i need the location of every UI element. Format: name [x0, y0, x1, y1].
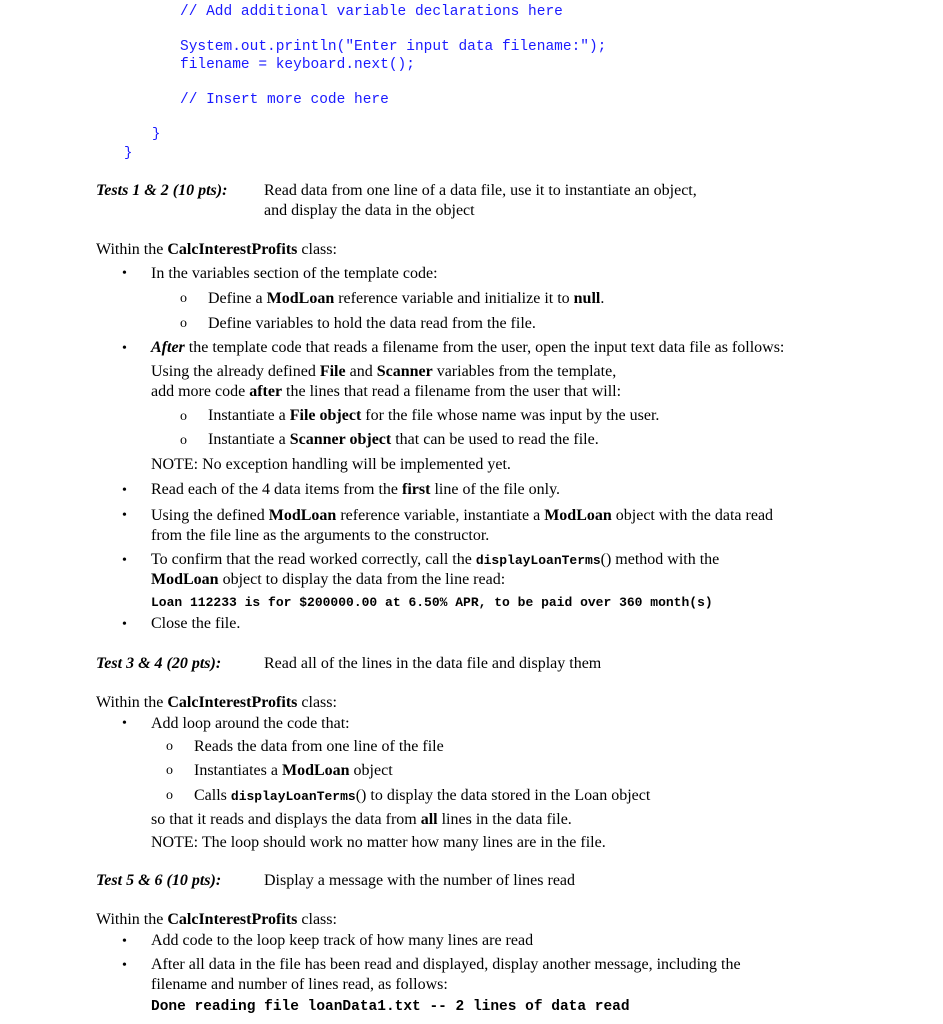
test34-desc: Read all of the lines in the data file and display them	[264, 655, 602, 672]
test34-s2: Instantiates a ModLoan object	[194, 762, 393, 779]
test12-b6: Close the file.	[151, 615, 241, 632]
test34-within: Within the CalcInterestProfits class:	[96, 694, 337, 711]
test56-label: Test 5 & 6 (10 pts):	[96, 872, 222, 889]
bullet-icon: •	[122, 341, 127, 356]
test56-desc: Display a message with the number of lines read	[264, 872, 576, 889]
circle-bullet-icon: o	[166, 739, 173, 754]
bullet-icon: •	[122, 483, 127, 498]
test34-b1: Add loop around the code that:	[151, 715, 350, 732]
test12-b4: Using the defined ModLoan reference variable, instantiate a ModLoan object with the data read	[151, 507, 774, 524]
test12-sample-output: Loan 112233 is for $200000.00 at 6.50% APR, to be paid over 360 month(s)	[151, 595, 713, 610]
code-brace-outer: }	[124, 145, 133, 161]
test12-b1-s1: Define a ModLoan reference variable and initialize it to null.	[208, 290, 605, 307]
test56-b1: Add code to the loop keep track of how many lines are read	[151, 932, 534, 949]
test12-note: NOTE: No exception handling will be implemented yet.	[151, 456, 511, 473]
test34-label: Test 3 & 4 (20 pts):	[96, 655, 222, 672]
circle-bullet-icon: o	[180, 291, 187, 306]
test12-desc-line2: and display the data in the object	[264, 202, 475, 219]
bullet-icon: •	[122, 553, 127, 568]
test56-within: Within the CalcInterestProfits class:	[96, 911, 337, 928]
test12-b4-line2: from the file line as the arguments to the constructor.	[151, 527, 490, 544]
test34-after: so that it reads and displays the data from all lines in the data file.	[151, 811, 572, 828]
bullet-icon: •	[122, 617, 127, 632]
circle-bullet-icon: o	[166, 763, 173, 778]
test12-b2-line3: add more code after the lines that read a filename from the user that will:	[151, 383, 622, 400]
bullet-icon: •	[122, 508, 127, 523]
bullet-icon: •	[122, 266, 127, 281]
circle-bullet-icon: o	[180, 433, 187, 448]
test34-note: NOTE: The loop should work no matter how many lines are in the file.	[151, 834, 606, 851]
bullet-icon: •	[122, 958, 127, 973]
test12-b2-s1: Instantiate a File object for the file whose name was input by the user.	[208, 407, 660, 424]
circle-bullet-icon: o	[166, 788, 173, 803]
test34-s1: Reads the data from one line of the file	[194, 738, 444, 755]
code-comment-insert: // Insert more code here	[180, 92, 389, 108]
bullet-icon: •	[122, 934, 127, 949]
code-comment-declarations: // Add additional variable declarations here	[180, 4, 563, 20]
test12-b2: After the template code that reads a filename from the user, open the input text data file as follows:	[151, 339, 785, 356]
test12-b2-line2: Using the already defined File and Scanner variables from the template,	[151, 363, 617, 380]
bullet-icon: •	[122, 716, 127, 731]
test34-s3: Calls displayLoanTerms() to display the data stored in the Loan object	[194, 787, 651, 804]
test12-b1-s2: Define variables to hold the data read from the file.	[208, 315, 536, 332]
test12-within: Within the CalcInterestProfits class:	[96, 241, 337, 258]
test56-b2-line2: filename and number of lines read, as follows:	[151, 976, 448, 993]
test12-b3: Read each of the 4 data items from the first line of the file only.	[151, 481, 561, 498]
test12-label: Tests 1 & 2 (10 pts):	[96, 182, 228, 199]
test12-b2-s2: Instantiate a Scanner object that can be used to read the file.	[208, 431, 599, 448]
code-brace-inner: }	[152, 126, 161, 142]
circle-bullet-icon: o	[180, 409, 187, 424]
test56-b2: After all data in the file has been read and displayed, display another message, including the	[151, 956, 741, 973]
test12-b5-line2: ModLoan object to display the data from the line read:	[151, 571, 506, 588]
code-assign: filename = keyboard.next();	[180, 57, 415, 73]
test12-b1: In the variables section of the template code:	[151, 265, 438, 282]
circle-bullet-icon: o	[180, 316, 187, 331]
test12-desc-line1: Read data from one line of a data file, use it to instantiate an object,	[264, 182, 697, 199]
test56-sample-output: Done reading file loanData1.txt -- 2 lines of data read	[151, 999, 630, 1015]
code-println: System.out.println("Enter input data filename:");	[180, 39, 607, 55]
test12-b5: To confirm that the read worked correctly, call the displayLoanTerms() method with the	[151, 551, 720, 568]
